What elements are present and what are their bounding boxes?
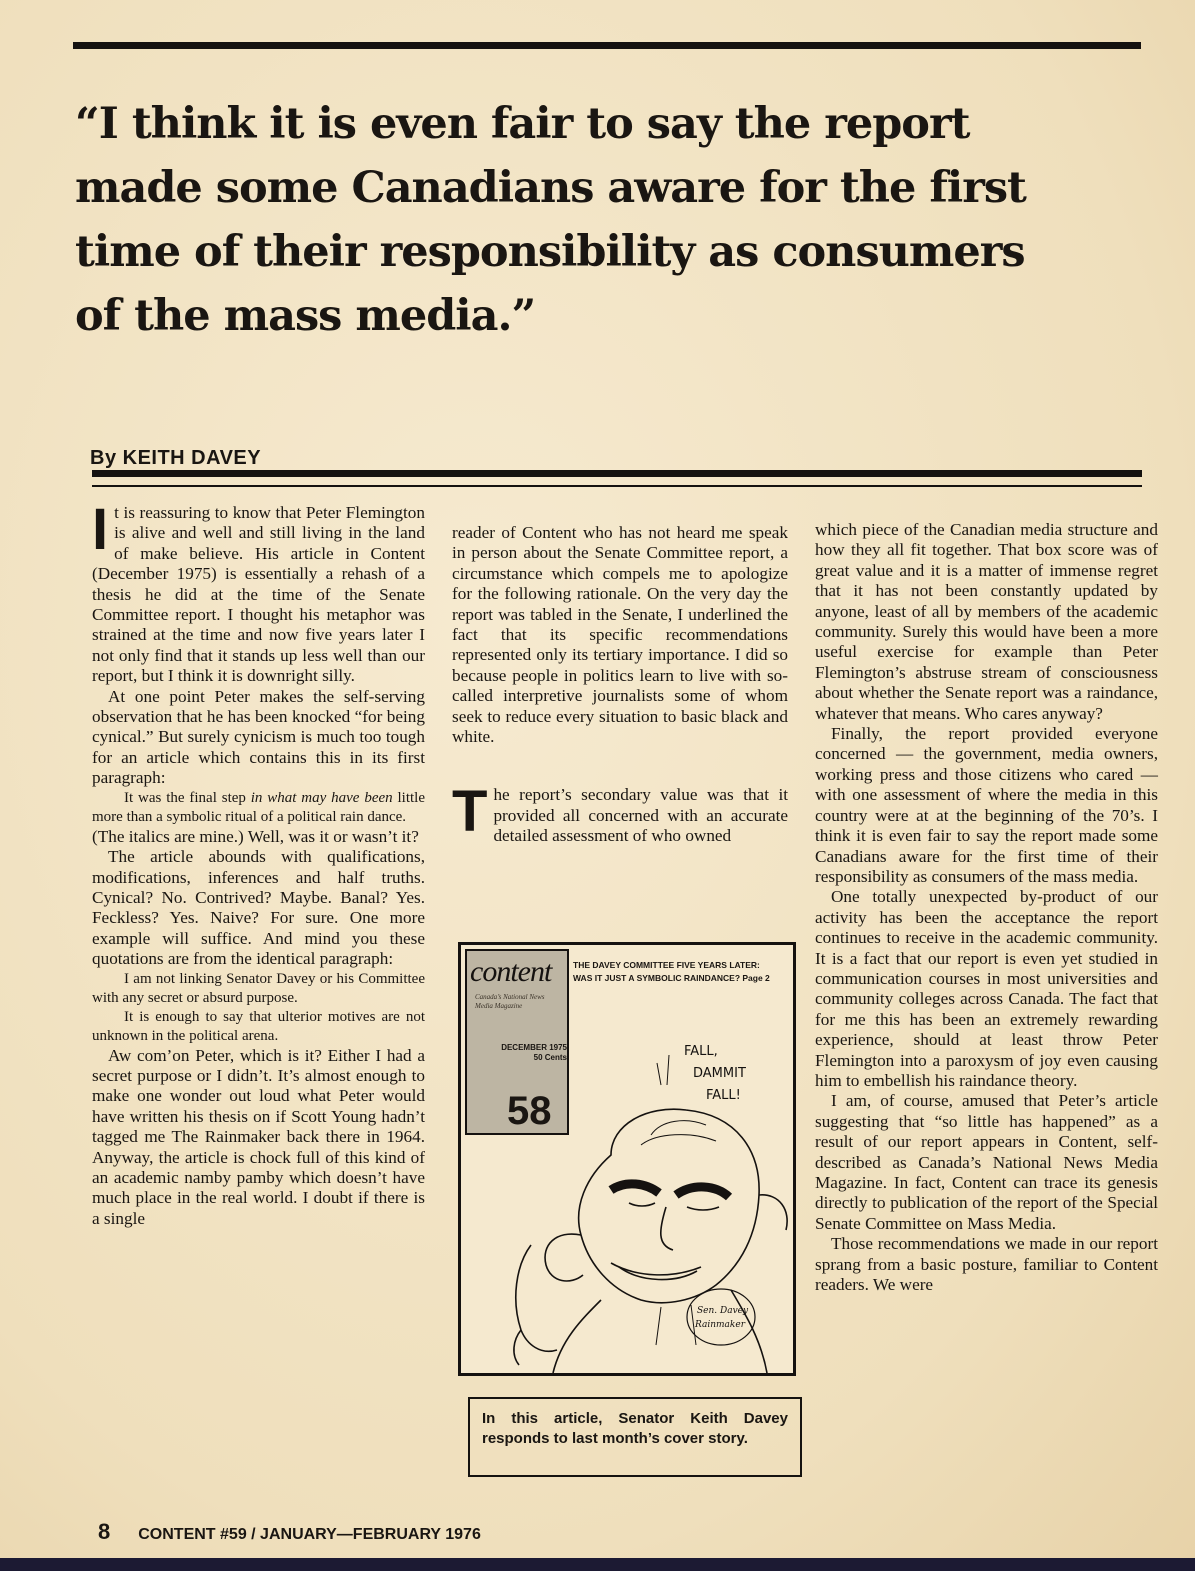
page-footer xyxy=(98,1519,481,1545)
speech-bubble-text: DAMMIT xyxy=(693,1066,746,1081)
cover-issue-number: 58 xyxy=(507,1089,552,1133)
cover-logo: content xyxy=(470,955,552,988)
paragraph: which piece of the Canadian media structure and how they all fit together. That box score was of great value and it is a matter of immense regret that it has not been constantly updated by anyone, least of all by members of the academic community. Surely this would have been a more useful exercise for example than Peter Flemington’s abstruse stream of consciousness about whether the Senate report was a raindance, whatever that means. Who cares anyway? xyxy=(815,520,1158,723)
callout-box: In this article, Senator Keith Davey responds to last month’s cover story. xyxy=(468,1397,802,1477)
paragraph: t is reassuring to know that Peter Flemington is alive and well and still living in the land of make believe. His article in Content (December 1975) is essentially a rehash of a thesis he did at the time of the Senate Committee report. I thought his metaphor was strained at the time and now five years later I not only find that it stands up less well than our report, but I think it is downright silly. xyxy=(92,503,425,686)
cover-date-text: DECEMBER 1975 xyxy=(501,1043,567,1052)
drop-cap: T xyxy=(452,779,488,845)
article-column-2 xyxy=(452,523,788,847)
speech-bubble-text: FALL, xyxy=(684,1044,718,1059)
paragraph: he report’s secondary value was that it provided all concerned with an accurate detailed assessment of who owned xyxy=(493,785,788,846)
paragraph: The article abounds with qualifications, modifications, inferences and half truths. Cynical? No. Contrived? Maybe. Banal? Yes. Feckless? Yes. Naive? For sure. One more example will suffice. And mind you these quotations are from the identical paragraph: xyxy=(92,847,425,969)
pull-quote: “I think it is even fair to say the report made some Canadians aware for the first time of their responsibility as consumers of the mass media.” xyxy=(75,99,1026,341)
top-rule xyxy=(73,42,1141,49)
page-number: 8 xyxy=(98,1519,111,1544)
block-quote: It is enough to say that ulterior motives are not unknown in the political arena. xyxy=(92,1008,425,1044)
drop-cap: I xyxy=(92,497,109,562)
block-quote: I am not linking Senator Davey or his Committee with any secret or absurd purpose. xyxy=(92,970,425,1006)
cover-headline-line: THE DAVEY COMMITTEE FIVE YEARS LATER: xyxy=(573,960,760,970)
sign-text: Sen. Davey xyxy=(697,1306,749,1316)
sign-text: Rainmaker xyxy=(695,1320,746,1330)
block-quote xyxy=(92,789,425,827)
scan-edge xyxy=(0,1558,1195,1571)
article-column-3 xyxy=(815,520,1158,1295)
paragraph: One totally unexpected by-product of our activity has been the acceptance the report continues to receive in the academic community. It is a fact that our report is even yet studied in communication courses in most universities and community colleges across Canada. The fact that for me this has been an extremely rewarding experience, should at least throw Peter Flemington into a paroxysm of joy even causing him to embellish his raindance theory. xyxy=(815,887,1158,1090)
quote-text: little more than a symbolic ritual of a political rain dance. xyxy=(92,789,425,825)
speech-bubble-text: FALL! xyxy=(706,1088,741,1103)
cover-tagline: Canada’s National News Media Magazine xyxy=(475,993,545,1010)
section-rule-thin xyxy=(92,485,1142,487)
paragraph: reader of Content who has not heard me speak in person about the Senate Committee report, a circumstance which compels me to apologize for the following rationale. On the very day the report was tabled in the Senate, I underlined the fact that its specific recommendations represented only its tertiary importance. I did so because people in politics learn to live with so-called interpretive journalists some of whom seek to reduce every situation to basic black and white. xyxy=(452,523,788,747)
magazine-cover-image xyxy=(458,942,796,1376)
section-rule xyxy=(92,470,1142,477)
article-column-1 xyxy=(92,497,425,1229)
issue-line: CONTENT #59 / JANUARY—FEBRUARY 1976 xyxy=(138,1526,481,1543)
cover-headline-line: WAS IT JUST A SYMBOLIC RAINDANCE? Page 2 xyxy=(573,973,770,983)
section-gap xyxy=(452,747,788,785)
cover-price: 50 Cents xyxy=(533,1053,567,1062)
cover-headline xyxy=(573,959,793,985)
paragraph: I am, of course, amused that Peter’s article suggesting that “so little has happened” as a result of our report appears in Content, self-described as Canada’s National News Media Magazine. In fact, Content can trace its genesis directly to publication of the report of the Special Senate Committee on Mass Media. xyxy=(815,1091,1158,1233)
paragraph: At one point Peter makes the self-serving observation that he has been knocked “for being cynical.” But surely cynicism is much too tough for an article which contains this in its first paragraph: xyxy=(92,686,425,788)
paragraph: Finally, the report provided everyone concerned — the government, media owners, working press and those citizens who cared — with one assessment of where the media in this country were at at the beginning of the 70’s. I think it is even fair to say the report made some Canadians aware for the first time of their responsibility as consumers of the mass media. xyxy=(815,724,1158,886)
quote-italic-text: in what may have been xyxy=(250,789,393,806)
paragraph: (The italics are mine.) Well, was it or wasn’t it? xyxy=(92,826,419,846)
paragraph: Aw com’on Peter, which is it? Either I had a secret purpose or I didn’t. It’s almost enough to make one wonder out loud what Peter would have written his thesis on if Scott Young hadn’t tagged me The Rainmaker back there in 1964. Anyway, the article is chock full of this kind of an academic namby pamby which doesn’t have much place in the real world. I doubt if there is a single xyxy=(92,1045,425,1228)
paragraph: Those recommendations we made in our report sprang from a basic posture, familiar to Content readers. We were xyxy=(815,1234,1158,1295)
quote-text: It was the final step xyxy=(124,789,251,806)
byline: By KEITH DAVEY xyxy=(90,447,262,469)
cover-masthead xyxy=(465,949,569,1135)
cover-date xyxy=(485,1043,567,1063)
